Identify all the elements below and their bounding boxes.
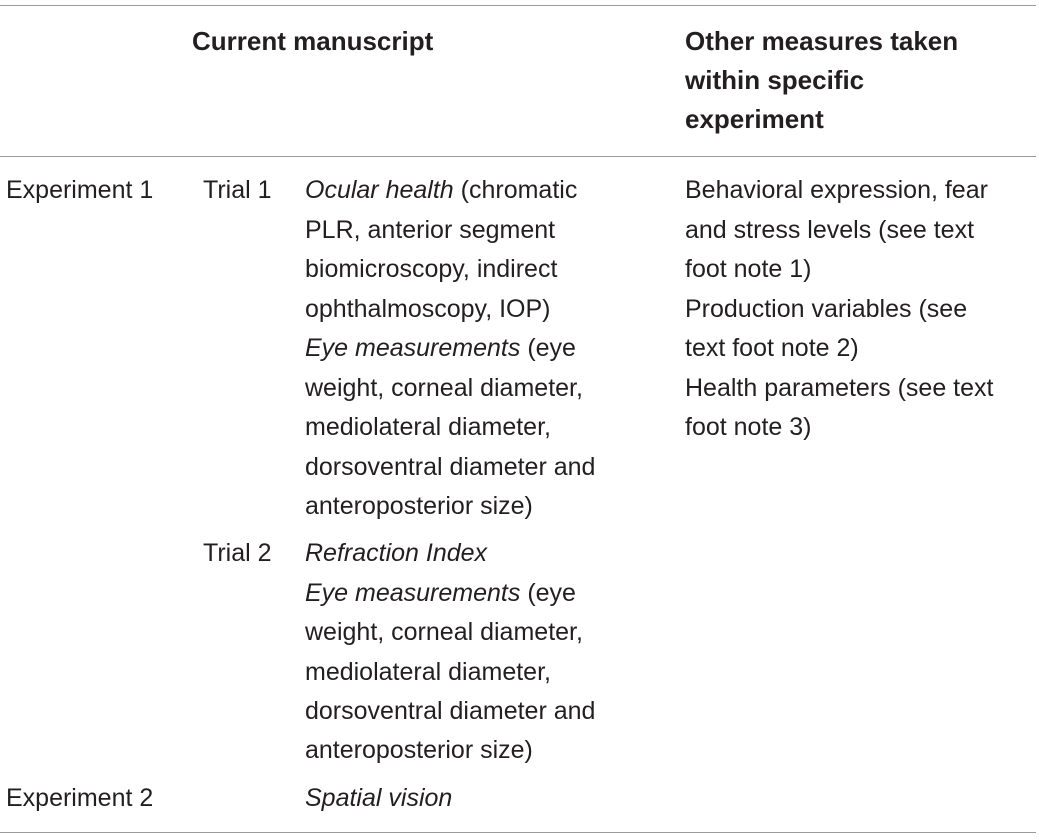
header-other-measures-line-2: within specific [685,65,865,95]
header-other-measures-line-3: experiment [685,104,824,134]
trial-2-eye-measurements-line-1 [305,574,576,614]
trial-1-eye-measurements-line-2: weight, corneal diameter, [305,374,583,402]
experiment-2-spatial-vision: Spatial vision [305,784,453,812]
trial-1-eye-measurements-title: Eye measurements [305,334,521,362]
trial-2-refraction-index: Refraction Index [305,539,488,567]
header-rule [0,156,1036,157]
trial-2-eye-measurements-title: Eye measurements [305,579,521,607]
header-other-measures-line-1: Other measures taken [685,26,959,56]
experiment-2-label: Experiment 2 [6,784,154,812]
trial-1-ocular-health-line-2: PLR, anterior segment [305,216,556,244]
trial-1-ocular-health-line-3: biomicroscopy, indirect [305,255,558,283]
trial-2-eye-measurements-first-text: (eye [520,579,576,607]
exp-1-other-measures-line-1: Behavioral expression, fear [685,176,988,204]
trial-2-eye-measurements-line-3: mediolateral diameter, [305,658,551,686]
exp-1-other-measures-line-3: foot note 1) [685,255,812,283]
trial-1-label: Trial 1 [203,176,272,204]
trial-2-eye-measurements-line-2: weight, corneal diameter, [305,618,583,646]
trial-2-label: Trial 2 [203,539,272,567]
exp-1-other-measures-line-2: and stress levels (see text [685,216,975,244]
trial-1-eye-measurements-line-1 [305,329,576,369]
top-rule [0,5,1036,6]
header-current-manuscript: Current manuscript [192,26,434,56]
trial-1-eye-measurements-line-4: dorsoventral diameter and [305,453,596,481]
exp-1-other-measures-line-7: foot note 3) [685,413,812,441]
trial-1-eye-measurements-line-5: anteroposterior size) [305,492,533,520]
experiment-1-label: Experiment 1 [6,176,154,204]
trial-2-eye-measurements-line-4: dorsoventral diameter and [305,697,596,725]
ocular-health-first-text: (chromatic [453,176,578,204]
trial-2-eye-measurements-line-5: anteroposterior size) [305,736,533,764]
bottom-rule [0,832,1036,833]
trial-1-eye-measurements-line-3: mediolateral diameter, [305,413,551,441]
trial-1-ocular-health-line-1 [305,171,577,211]
trial-1-ocular-health-line-4: ophthalmoscopy, IOP) [305,295,551,323]
trial-1-eye-measurements-first-text: (eye [520,334,576,362]
ocular-health-title: Ocular health [305,176,454,204]
exp-1-other-measures-line-4: Production variables (see [685,295,968,323]
exp-1-other-measures-line-5: text foot note 2) [685,334,859,362]
exp-1-other-measures-line-6: Health parameters (see text [685,374,994,402]
